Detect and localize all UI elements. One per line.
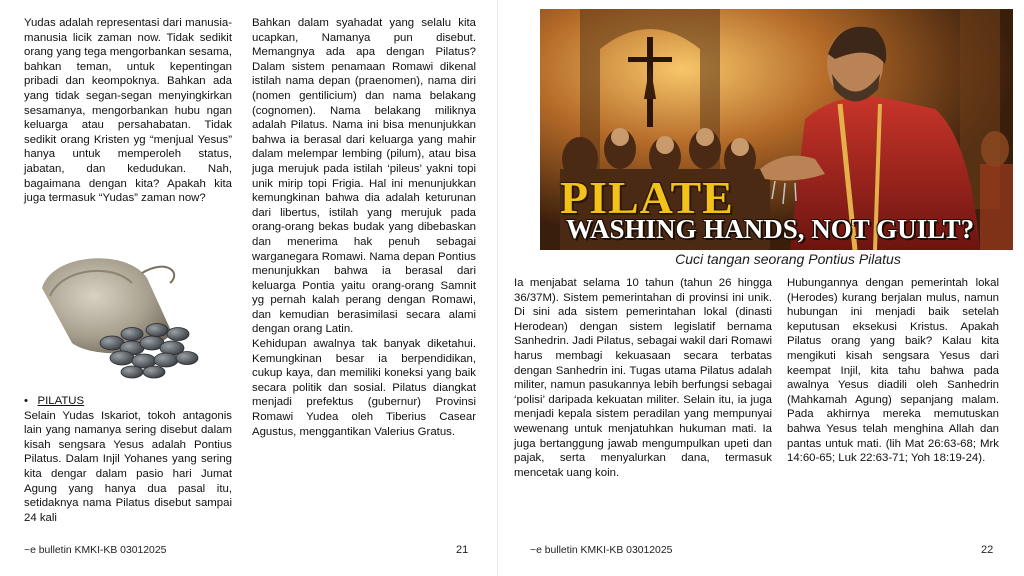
- left-column-1-pilatus: [24, 394, 232, 525]
- left-footer: ~e bulletin KMKI-KB 03012025: [24, 545, 167, 556]
- relationship-paragraph: Hubungannya dengan pemerintah lokal (Herodes) kurang berjalan mulus, namun hubungan ini menjadi baik setelah keputusan eksekusi Kristus. Apakah Pilatus orang yang baik? Kalau kita mengikuti kisah sengsara Yesus dari keempat Injil, kita tahu bahwa pada awalnya Yesus diadili oleh Sanhedrin (Mahkamah Agung) sepanjang malam. Pada akhirnya mereka memutuskan bahwa Yesus telah menghina Allah dan pantas untuk mati. (lih Mat 26:63-68; Mrk 14:60-65; Luk 22:63-71; Yoh 18:19-24).: [787, 277, 999, 465]
- coin-bag-image: [32, 248, 204, 380]
- pilate-hero-image: [540, 9, 1013, 250]
- page-divider: [497, 0, 498, 576]
- right-page-number: 22: [981, 544, 994, 556]
- hero-title: PILATE: [560, 172, 734, 223]
- right-footer: ~e bulletin KMKI-KB 03012025: [530, 545, 673, 556]
- naming-paragraph: Bahkan dalam syahadat yang selalu kita ucapkan, Namanya pun disebut. Memangnya ada apa dengan Pilatus? Dalam sistem penamaan Romawi dikenal istilah nama depan (praenomen), nama diri (nomen gentilicium) dan nama belakang (cognomen). Nama belakang miliknya adalah Pilatus. Nama ini bisa menunjukkan bahwa ia berasal dari keluarga yang mahir dalam melempar lembing (pilum), atau bisa juga merujuk pada istilah ‘pileus’ yakni topi unik mirip topi Frigia. Hal ini menunjukkan kemungkinan bahwa dia adalah keturunan dari libertus, istilah yang merujuk pada orang-orang bekas budak yang dibebaskan dan menerima hak penuh sebagai warganegara Romawi. Nama depan Pontius menunjukkan bahwa ia berasal dari keluarga Pontia yaitu orang-orang Samnit yg pernah kalah perang dengan Romawi, dan kemudian berasimilasi secara alami dengan orang Latin.: [252, 17, 476, 336]
- tenure-paragraph: Ia menjabat selama 10 tahun (tahun 26 hingga 36/37M). Sistem pemerintahan di provinsi ini unik. Di sini ada sistem pemerintahan lokal (dinasti Herodean) dengan sistem legislatif bernama Sanhedrin. Jadi Pilatus, sebagai wakil dari Romawi harus membagi kekuasaan secara terbatas dengan Sanhedrin ini. Tugas utama Pilatus adalah militer, namun pasukannya lebih berfungsi sebagai ‘polisi’ daripada kekuatan militer. Selain itu, ia juga menjadi kepala sistem peradilan yang mempunyai wewenang untuk menjatuhkan hukuman mati. Ia juga bertanggung jawab mengumpulkan upeti dan pajak, serta menyalurkan dana, termasuk mencetak uang koin.: [514, 277, 772, 479]
- left-page-number: 21: [456, 544, 469, 556]
- left-column-1: [24, 16, 232, 206]
- judas-paragraph: Yudas adalah representasi dari manusia-manusia licik zaman now. Tidak sedikit orang yang tega mengorbankan sesama, bahkan teman, untuk kepentingan pribadi dan keompoknya. Bahkan ada yang tidak segan-segan menyingkirkan sesamanya, mengorbankan hubu ngan keluarga atau persahabatan. Tidak sedikit orang Kristen yg “menjual Yesus” hanya untuk memperoleh status, jabatan, dan kedudukan. Nah, bagaimana dengan kita? Apakah kita juga termasuk “Yudas” zaman now?: [24, 17, 232, 205]
- left-column-2: [252, 16, 476, 439]
- section-heading-label: PILATUS: [37, 395, 85, 407]
- bullet-icon: •: [24, 395, 28, 407]
- early-life-paragraph: Kehidupan awalnya tak banyak diketahui. Kemungkinan besar ia berpendidikan, cukup kaya, dan memiliki koneksi yang baik secara politik dan sosial. Pilatus diangkat menjadi prefektus (gubernur) Provinsi Romawi Yudea oleh Tiberius Casear Agustus, menggantikan Valerius Gratus.: [252, 338, 476, 438]
- image-caption: Cuci tangan seorang Pontius Pilatus: [675, 251, 901, 267]
- right-column-2: [787, 276, 999, 466]
- right-column-1: [514, 276, 772, 480]
- pilatus-intro-paragraph: Selain Yudas Iskariot, tokoh antagonis lain yang namanya sering disebut dalam kisah sengsara Yesus adalah Pontius Pilatus. Dalam Injil Yohanes yang sering kita dengar dalam pasio hari Jumat Agung yang hanya dua pasal itu, setidaknya nama Pilatus disebut sampai 24 kali: [24, 409, 232, 524]
- hero-subtitle: WASHING HANDS, NOT GUILT?: [566, 214, 975, 244]
- section-heading: [24, 394, 232, 409]
